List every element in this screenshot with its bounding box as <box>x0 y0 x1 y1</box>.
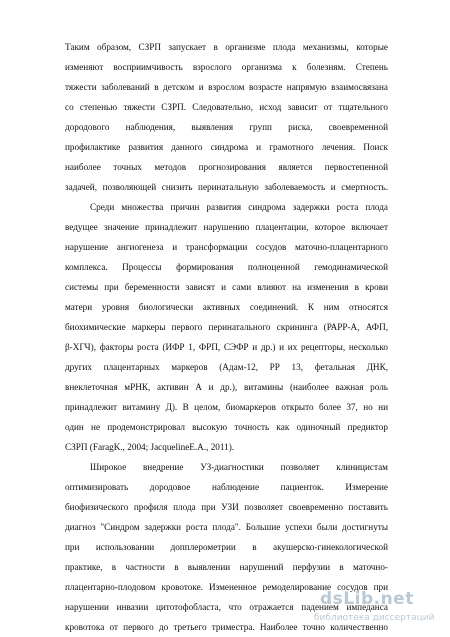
text-line: один не продемонстрировал высокую точность как одиночный предиктор <box>65 422 388 432</box>
text-line: практике, в частности в выявлении нарушений перфузии в маточно- <box>65 562 388 572</box>
text-line: оптимизировать дородовое наблюдение пациенток. Измерение <box>65 482 388 492</box>
text-line: внеклеточная мРНК, активин А и др.), витамины (наиболее важная роль <box>65 382 388 392</box>
text-line: задачей, позволяющей снизить перинатальную заболеваемость и смертность. <box>65 182 388 192</box>
text-line: Среди множества причин развития синдрома задержки роста плода <box>90 202 388 212</box>
text-line: комплекса. Процессы формирования полноценной гемодинамической <box>65 262 388 272</box>
text-line: β-ХГЧ), факторы роста (ИФР 1, ФРП, СЭФР и др.) и их рецепторы, несколько <box>65 342 388 352</box>
watermark-logo: dsLib.net <box>320 589 414 609</box>
text-line: Широкое внедрение УЗ-диагностики позволяет клиницистам <box>90 462 388 472</box>
text-line: нарушении инвазии цитотофобласта, что отражается падением импеданса <box>65 602 388 612</box>
text-line: профилактике развития данного синдрома и грамотного лечения. Поиск <box>65 142 388 152</box>
text-line: ведущее значение принадлежит нарушению плацентации, которое включает <box>65 222 388 232</box>
text-line: при использовании допплерометрии в акушерско-гинекологической <box>65 542 388 552</box>
text-line: биохимические маркеры первого перинатального скрининга (РАРР-А, АФП, <box>65 322 388 332</box>
dslib-watermark <box>314 589 438 629</box>
text-line: диагноз "Синдром задержки роста плода". Большие успехи были достигнуты <box>65 522 388 532</box>
text-line: биофизического профиля плода при УЗИ позволяет своевременно поставить <box>65 502 388 512</box>
text-line: тяжести заболеваний в детском и взрослом возрасте напрямую взаимосвязана <box>65 82 388 92</box>
text-line: матери уровня биологически активных соединений. К ним относятся <box>65 302 388 312</box>
text-line: изменяют восприимчивость взрослого организма к болезням. Степень <box>65 62 388 72</box>
text-line: кровотока от первого до третьего триместра. Наиболее точно количественно <box>65 622 388 632</box>
text-line: плацентарно-плодовом кровотоке. Измененное ремоделирование сосудов при <box>65 582 388 592</box>
text-line: со степенью тяжести СЗРП. Следовательно, исход зависит от тщательного <box>65 102 388 112</box>
text-line: системы при беременности зависят и сами влияют на изменения в крови <box>65 282 388 292</box>
text-line: принадлежит витамину Д). В целом, биомаркеров открыто более 37, но ни <box>65 402 388 412</box>
text-line: наиболее точных методов прогнозирования является первостепенной <box>65 162 388 172</box>
text-line: СЗРП (FaragK., 2004; JacquelineE.A., 2011). <box>65 442 235 452</box>
text-line: Таким образом, СЗРП запускает в организме плода механизмы, которые <box>65 42 388 52</box>
text-line: дородового наблюдения, выявления групп риска, своевременной <box>65 122 388 132</box>
text-line: других плацентарных маркеров (Адам-12, РР 13, фетальная ДНК, <box>65 362 388 372</box>
text-line: нарушение ангиогенеза и трансформации сосудов маточно-плацентарного <box>65 242 388 252</box>
watermark-subtitle: библиотека диссертаций <box>314 613 435 623</box>
